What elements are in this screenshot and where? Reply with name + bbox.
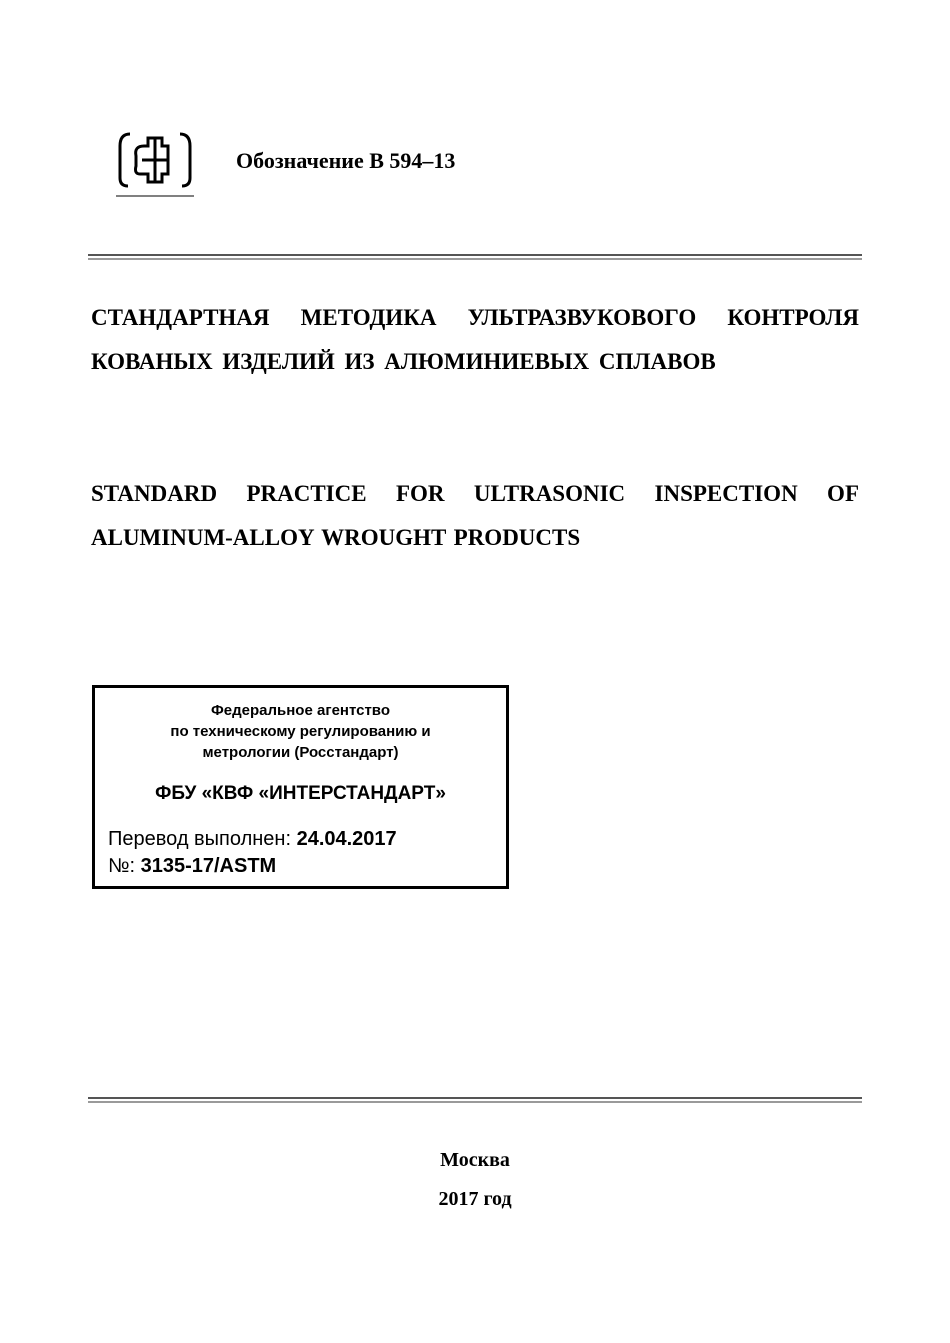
designation: Обозначение В 594–13 bbox=[236, 148, 456, 173]
agency-name bbox=[95, 700, 506, 763]
top-divider bbox=[88, 254, 862, 260]
title-russian: СТАНДАРТНАЯ МЕТОДИКА УЛЬТРАЗВУКОВОГО КОНТРОЛЯ КОВАНЫХ ИЗДЕЛИЙ ИЗ АЛЮМИНИЕВЫХ СПЛАВОВ bbox=[91, 305, 859, 374]
translation-stamp bbox=[92, 685, 509, 889]
agency-line: по техническому регулированию и bbox=[170, 723, 431, 740]
number-label: №: bbox=[108, 855, 136, 877]
astm-logo-icon bbox=[112, 126, 198, 200]
translation-date: 24.04.2017 bbox=[296, 828, 397, 850]
translation-number: 3135-17/ASTM bbox=[140, 855, 277, 877]
organization-name: ФБУ «КВФ «ИНТЕРСТАНДАРТ» bbox=[155, 783, 446, 804]
bottom-divider bbox=[88, 1097, 862, 1103]
agency-line: Федеральное агентство bbox=[210, 702, 390, 719]
city: Москва bbox=[440, 1149, 510, 1171]
translation-date-line bbox=[108, 826, 397, 852]
translation-number-line bbox=[108, 853, 276, 879]
title-english: STANDARD PRACTICE FOR ULTRASONIC INSPECTION OF ALUMINUM-ALLOY WROUGHT PRODUCTS bbox=[91, 481, 859, 550]
translation-label: Перевод выполнен: bbox=[108, 828, 292, 850]
agency-line: метрологии (Росстандарт) bbox=[202, 744, 399, 761]
astm-logo bbox=[112, 126, 198, 200]
year: 2017 год bbox=[438, 1188, 512, 1210]
